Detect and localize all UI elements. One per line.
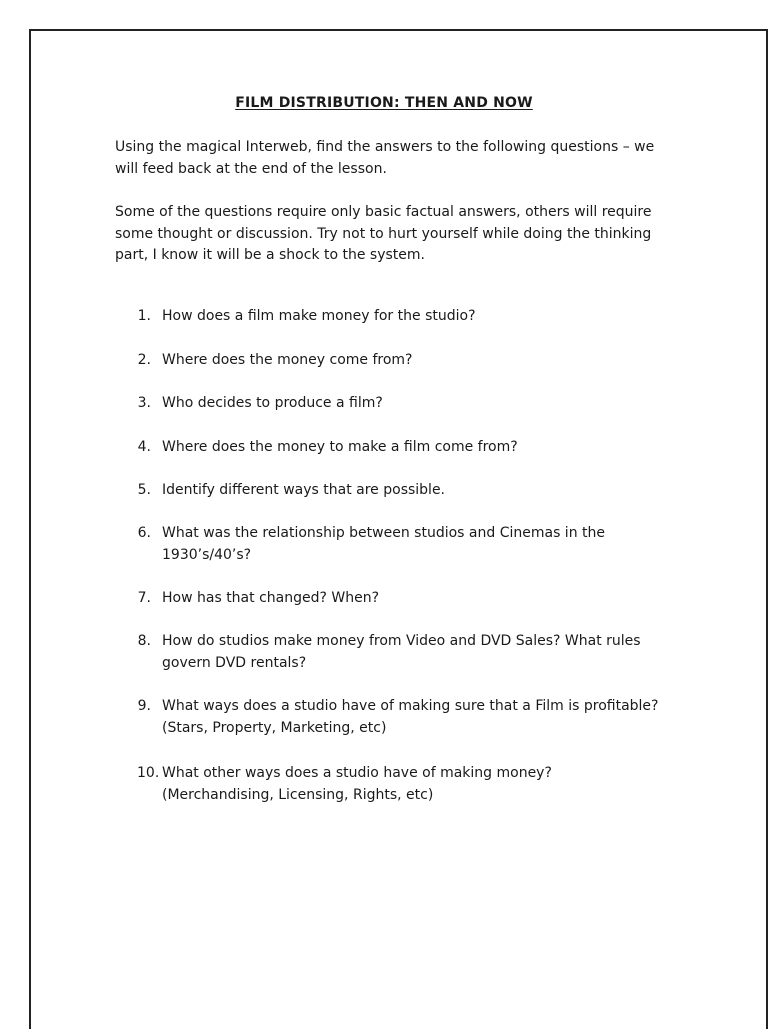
question-text: Where does the money come from? <box>162 352 413 368</box>
question-text-continuation: (Merchandising, Licensing, Rights, etc) <box>162 787 434 803</box>
question-text: Identify different ways that are possible. <box>162 482 446 498</box>
question-number: 1. <box>137 308 151 324</box>
question-number: 7. <box>137 590 151 606</box>
intro-paragraph: Using the magical Interweb, find the answers to the following questions – we will feed back at the end of the lesson. <box>115 139 655 177</box>
question-text: How has that changed? When? <box>162 590 379 606</box>
question-number: 5. <box>137 482 151 498</box>
question-number: 9. <box>137 698 151 714</box>
question-number: 10. <box>137 765 160 781</box>
question-text: Who decides to produce a film? <box>162 395 383 411</box>
question-text: Where does the money to make a film come from? <box>162 439 518 455</box>
question-text: How do studios make money from Video and DVD Sales? What rules govern DVD rentals? <box>162 633 641 671</box>
question-number: 2. <box>137 352 151 368</box>
question-text: What other ways does a studio have of making money? <box>162 765 552 781</box>
document-title-text: FILM DISTRIBUTION: THEN AND NOW <box>235 95 533 111</box>
question-text: What was the relationship between studios and Cinemas in the 1930’s/40’s? <box>162 525 605 563</box>
question-number: 4. <box>137 439 151 455</box>
question-number: 3. <box>137 395 151 411</box>
question-number: 6. <box>137 525 151 541</box>
instructions-paragraph: Some of the questions require only basic factual answers, others will require some thought or discussion. Try not to hurt yourself while doing the thinking part, I know it will be a shock to the system. <box>115 204 652 263</box>
question-text: What ways does a studio have of making sure that a Film is profitable? (Stars, Property, Marketing, etc) <box>162 698 659 736</box>
question-text: How does a film make money for the studio? <box>162 308 476 324</box>
question-number: 8. <box>137 633 151 649</box>
